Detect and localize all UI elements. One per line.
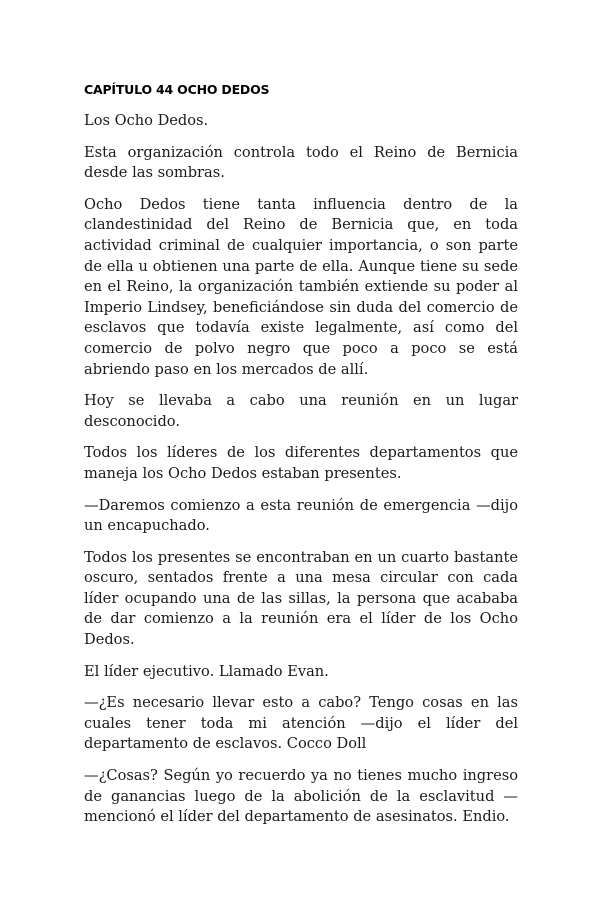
paragraph: Ocho Dedos tiene tanta influencia dentro de la clandestinidad del Reino de Bernicia que, en toda actividad criminal de cualquier importancia, o son parte de ella u obtienen una parte de ella. Aunque tiene su sede en el Reino, la organización también extiende su poder al Imperio Lindsey, beneficiándose sin duda del comercio de esclavos que todavía existe legalmente, así como del comercio de polvo negro que poco a poco se está abriendo paso en los mercados de allí. (84, 195, 518, 378)
paragraph: Todos los presentes se encontraban en un cuarto bastante oscuro, sentados frente a una mesa circular con cada líder ocupando una de las sillas, la persona que acababa de dar comienzo a la reunión era el líder de los Ocho Dedos. (84, 548, 518, 649)
paragraph: Todos los líderes de los diferentes departamentos que maneja los Ocho Dedos estaban presentes. (84, 444, 518, 482)
paragraph: —¿Es necesario llevar esto a cabo? Tengo cosas en las cuales tener toda mi atención —dijo el líder del departamento de esclavos. Cocco Doll (84, 694, 518, 753)
document-page (84, 82, 518, 839)
chapter-title: CAPÍTULO 44 OCHO DEDOS (84, 82, 270, 97)
paragraph: Esta organización controla todo el Reino de Bernicia desde las sombras. (84, 143, 518, 182)
paragraph: —Daremos comienzo a esta reunión de emergencia —dijo un encapuchado. (84, 496, 518, 535)
paragraph: El líder ejecutivo. Llamado Evan. (84, 662, 329, 680)
paragraph: Hoy se llevaba a cabo una reunión en un lugar desconocido. (84, 392, 518, 430)
paragraph: Los Ocho Dedos. (84, 112, 209, 129)
paragraph: —¿Cosas? Según yo recuerdo ya no tienes mucho ingreso de ganancias luego de la abolición de la esclavitud —mencionó el líder del departamento de asesinatos. Endio. (84, 767, 518, 826)
